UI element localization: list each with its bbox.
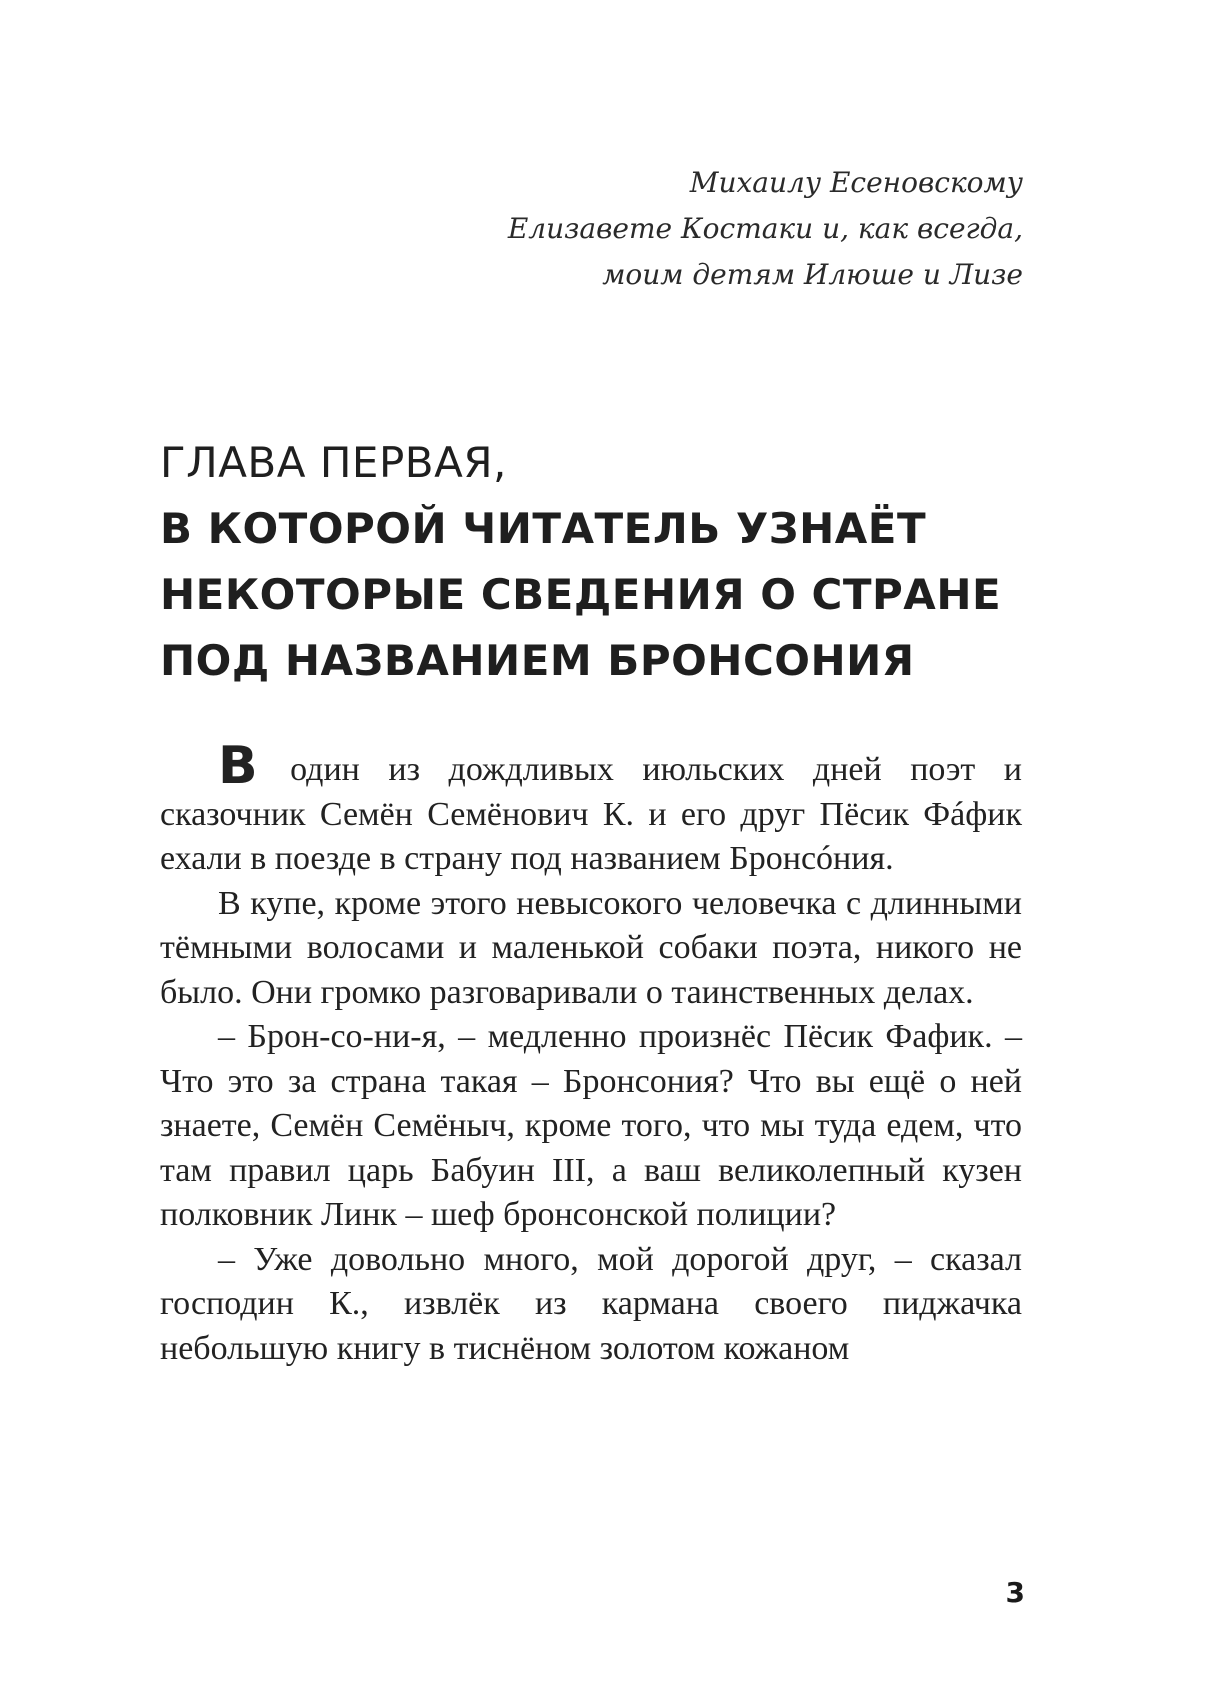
chapter-heading bbox=[160, 430, 1060, 694]
body-text bbox=[160, 736, 1022, 1371]
chapter-number: ГЛАВА ПЕРВАЯ, bbox=[160, 438, 507, 487]
chapter-title-line: НЕКОТОРЫЕ СВЕДЕНИЯ О СТРАНЕ bbox=[160, 570, 1002, 619]
dedication-line: моим детям Илюше и Лизе bbox=[602, 258, 1023, 291]
dedication-line: Елизавете Костаки и, как всегда, bbox=[507, 212, 1023, 245]
paragraph: – Уже довольно много, мой дорогой друг, – сказал господин К., извлёк из кармана своего пиджачка небольшую книгу в тиснёном золотом кожаном bbox=[160, 1240, 1022, 1367]
paragraph: В купе, кроме этого невысокого человечка с длинными тёмными волосами и маленькой собаки поэта, никого не было. Они громко разговаривали о таинственных делах. bbox=[160, 884, 1022, 1011]
paragraph-text: один из дождливых июльских дней поэт и сказочник Семён Семёнович К. и его друг Пёсик Фáфик ехали в поезде в страну под названием Бронсóния. bbox=[160, 751, 1022, 877]
drop-cap: В bbox=[218, 736, 258, 796]
chapter-title-line: ПОД НАЗВАНИЕМ БРОНСОНИЯ bbox=[160, 636, 915, 685]
chapter-title-line: В КОТОРОЙ ЧИТАТЕЛЬ УЗНАЁТ bbox=[160, 504, 927, 553]
page-number: 3 bbox=[1005, 1576, 1025, 1609]
paragraph bbox=[160, 736, 1022, 882]
dedication bbox=[508, 160, 1023, 298]
dedication-line: Михаилу Есеновскому bbox=[689, 166, 1023, 199]
paragraph: – Брон-со-ни-я, – медленно произнёс Пёсик Фафик. – Что это за страна такая – Бронсония? Что вы ещё о ней знаете, Семён Семёныч, кроме того, что мы туда едем, что там правил царь Бабуин III, а ваш великолепный кузен полковник Линк – шеф бронсонской полиции? bbox=[160, 1018, 1022, 1233]
